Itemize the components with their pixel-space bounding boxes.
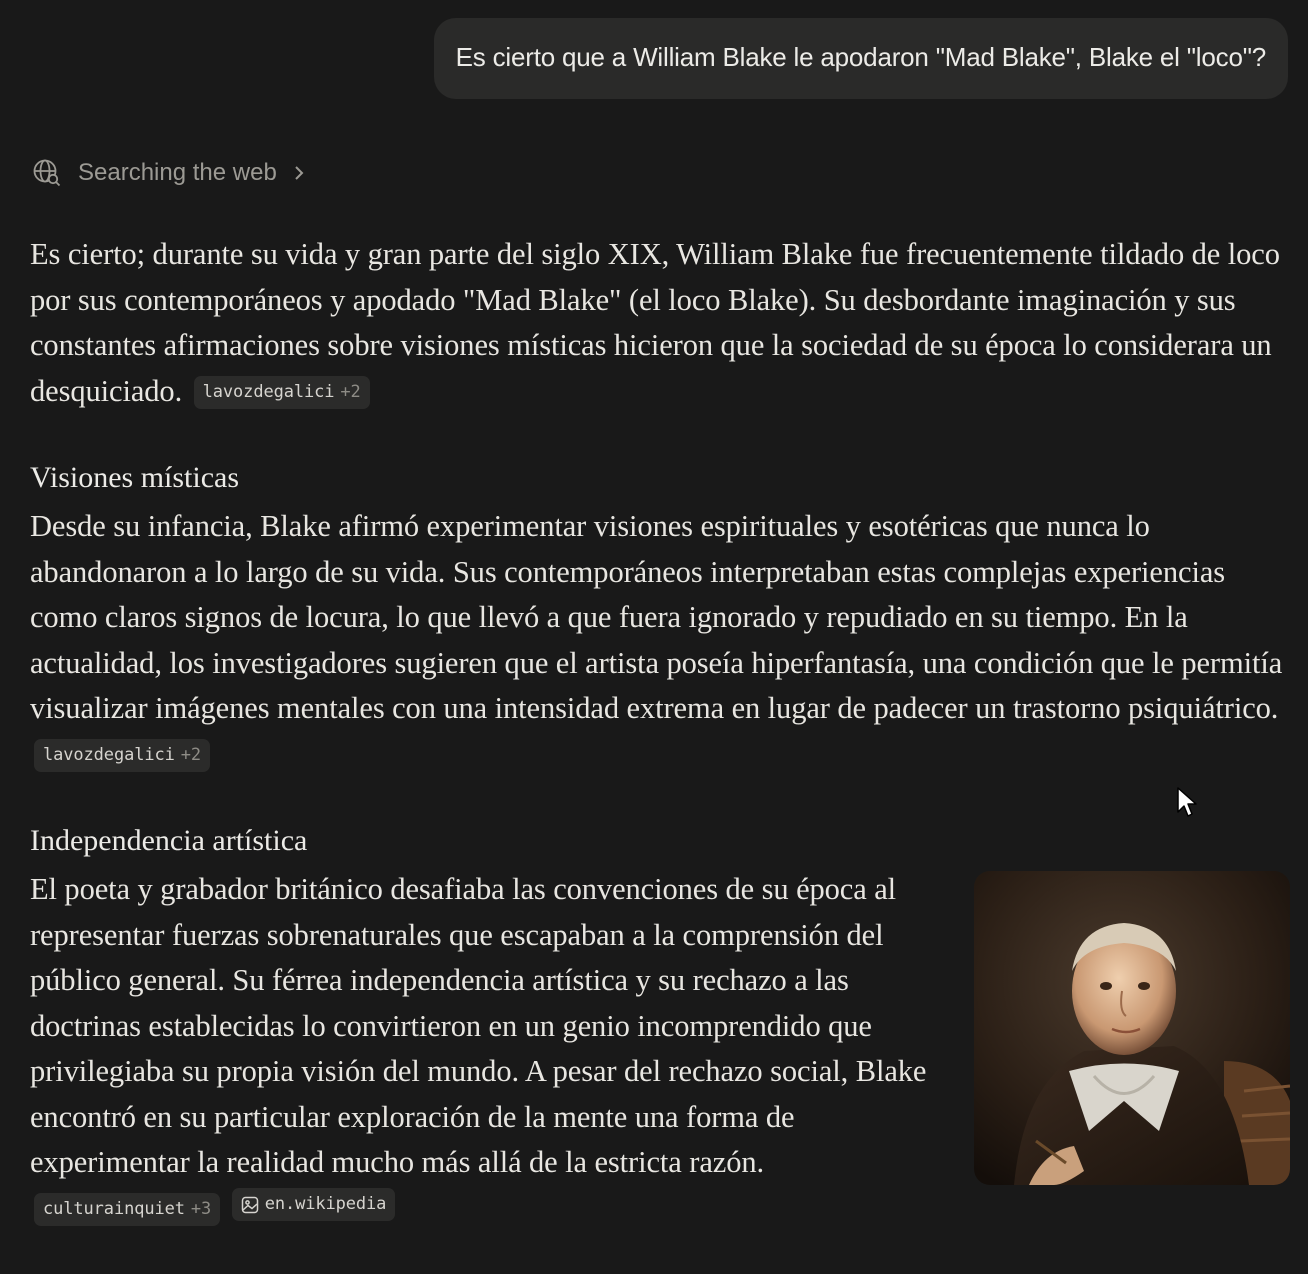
section-paragraph bbox=[30, 504, 1288, 777]
citation-source: lavozdegalici bbox=[43, 744, 175, 765]
section-paragraph bbox=[30, 867, 940, 1231]
citation-more-count: +2 bbox=[340, 381, 361, 402]
citation-more-count: +3 bbox=[190, 1198, 212, 1219]
section-with-image bbox=[30, 867, 1288, 1231]
section-text: Desde su infancia, Blake afirmó experimentar visiones espirituales y esotéricas que nunca lo abandonaron a lo largo de su vida. Sus contemporáneos interpretaban estas complejas experiencias como claros signos de locura, lo que llevó a que fuera ignorado y repudiado en su tiempo. En la actualidad, los investigadores sugieren que el artista poseía hiperfantasía, una condición que le permitía visualizar imágenes mentales con una intensidad extrema en lugar de padecer un trastorno psiquiátrico. bbox=[30, 509, 1283, 725]
section-text: El poeta y grabador británico desafiaba las convenciones de su época al representar fuerzas sobrenaturales que escapaban a la comprensión del público general. Su férrea independencia artística y su rechazo a las doctrinas establecidas lo convirtieron en un genio incomprendido que privilegiaba su propia visión del mundo. A pesar del rechazo social, Blake encontró en su particular exploración de la mente una forma de experimentar la realidad mucho más allá de la estricta razón. bbox=[30, 872, 927, 1179]
search-status-label: Searching the web bbox=[78, 159, 277, 186]
citation-more-count: +2 bbox=[180, 744, 202, 765]
user-message-bubble: Es cierto que a William Blake le apodaron "Mad Blake", Blake el "loco"? bbox=[434, 18, 1288, 99]
citation-source: culturainquiet bbox=[43, 1198, 185, 1219]
image-citation-chip[interactable] bbox=[232, 1188, 396, 1221]
intro-paragraph bbox=[30, 232, 1288, 414]
citation-chip[interactable] bbox=[34, 739, 210, 772]
intro-text: Es cierto; durante su vida y gran parte del siglo XIX, William Blake fue frecuentemente tildado de loco por sus contemporáneos y apodado "Mad Blake" (el loco Blake). Su desbordante imaginación y sus constantes afirmaciones sobre visiones místicas hicieron que la sociedad de su época lo considerara un desquiciado. bbox=[30, 237, 1280, 408]
chevron-right-icon bbox=[293, 164, 305, 182]
searching-web-toggle[interactable] bbox=[32, 158, 305, 188]
citation-chip[interactable] bbox=[34, 1193, 220, 1226]
section-heading: Independencia artística bbox=[30, 824, 308, 857]
citation-source: lavozdegalici bbox=[202, 381, 335, 402]
citation-chip[interactable] bbox=[194, 376, 370, 409]
globe-search-icon bbox=[32, 158, 62, 188]
section-heading: Visiones místicas bbox=[30, 461, 240, 494]
william-blake-portrait-image[interactable] bbox=[974, 871, 1290, 1185]
mouse-cursor-icon bbox=[1176, 786, 1198, 823]
image-citation-source: en.wikipedia bbox=[264, 1193, 387, 1214]
image-icon bbox=[241, 1196, 259, 1214]
assistant-response bbox=[30, 232, 1288, 1231]
